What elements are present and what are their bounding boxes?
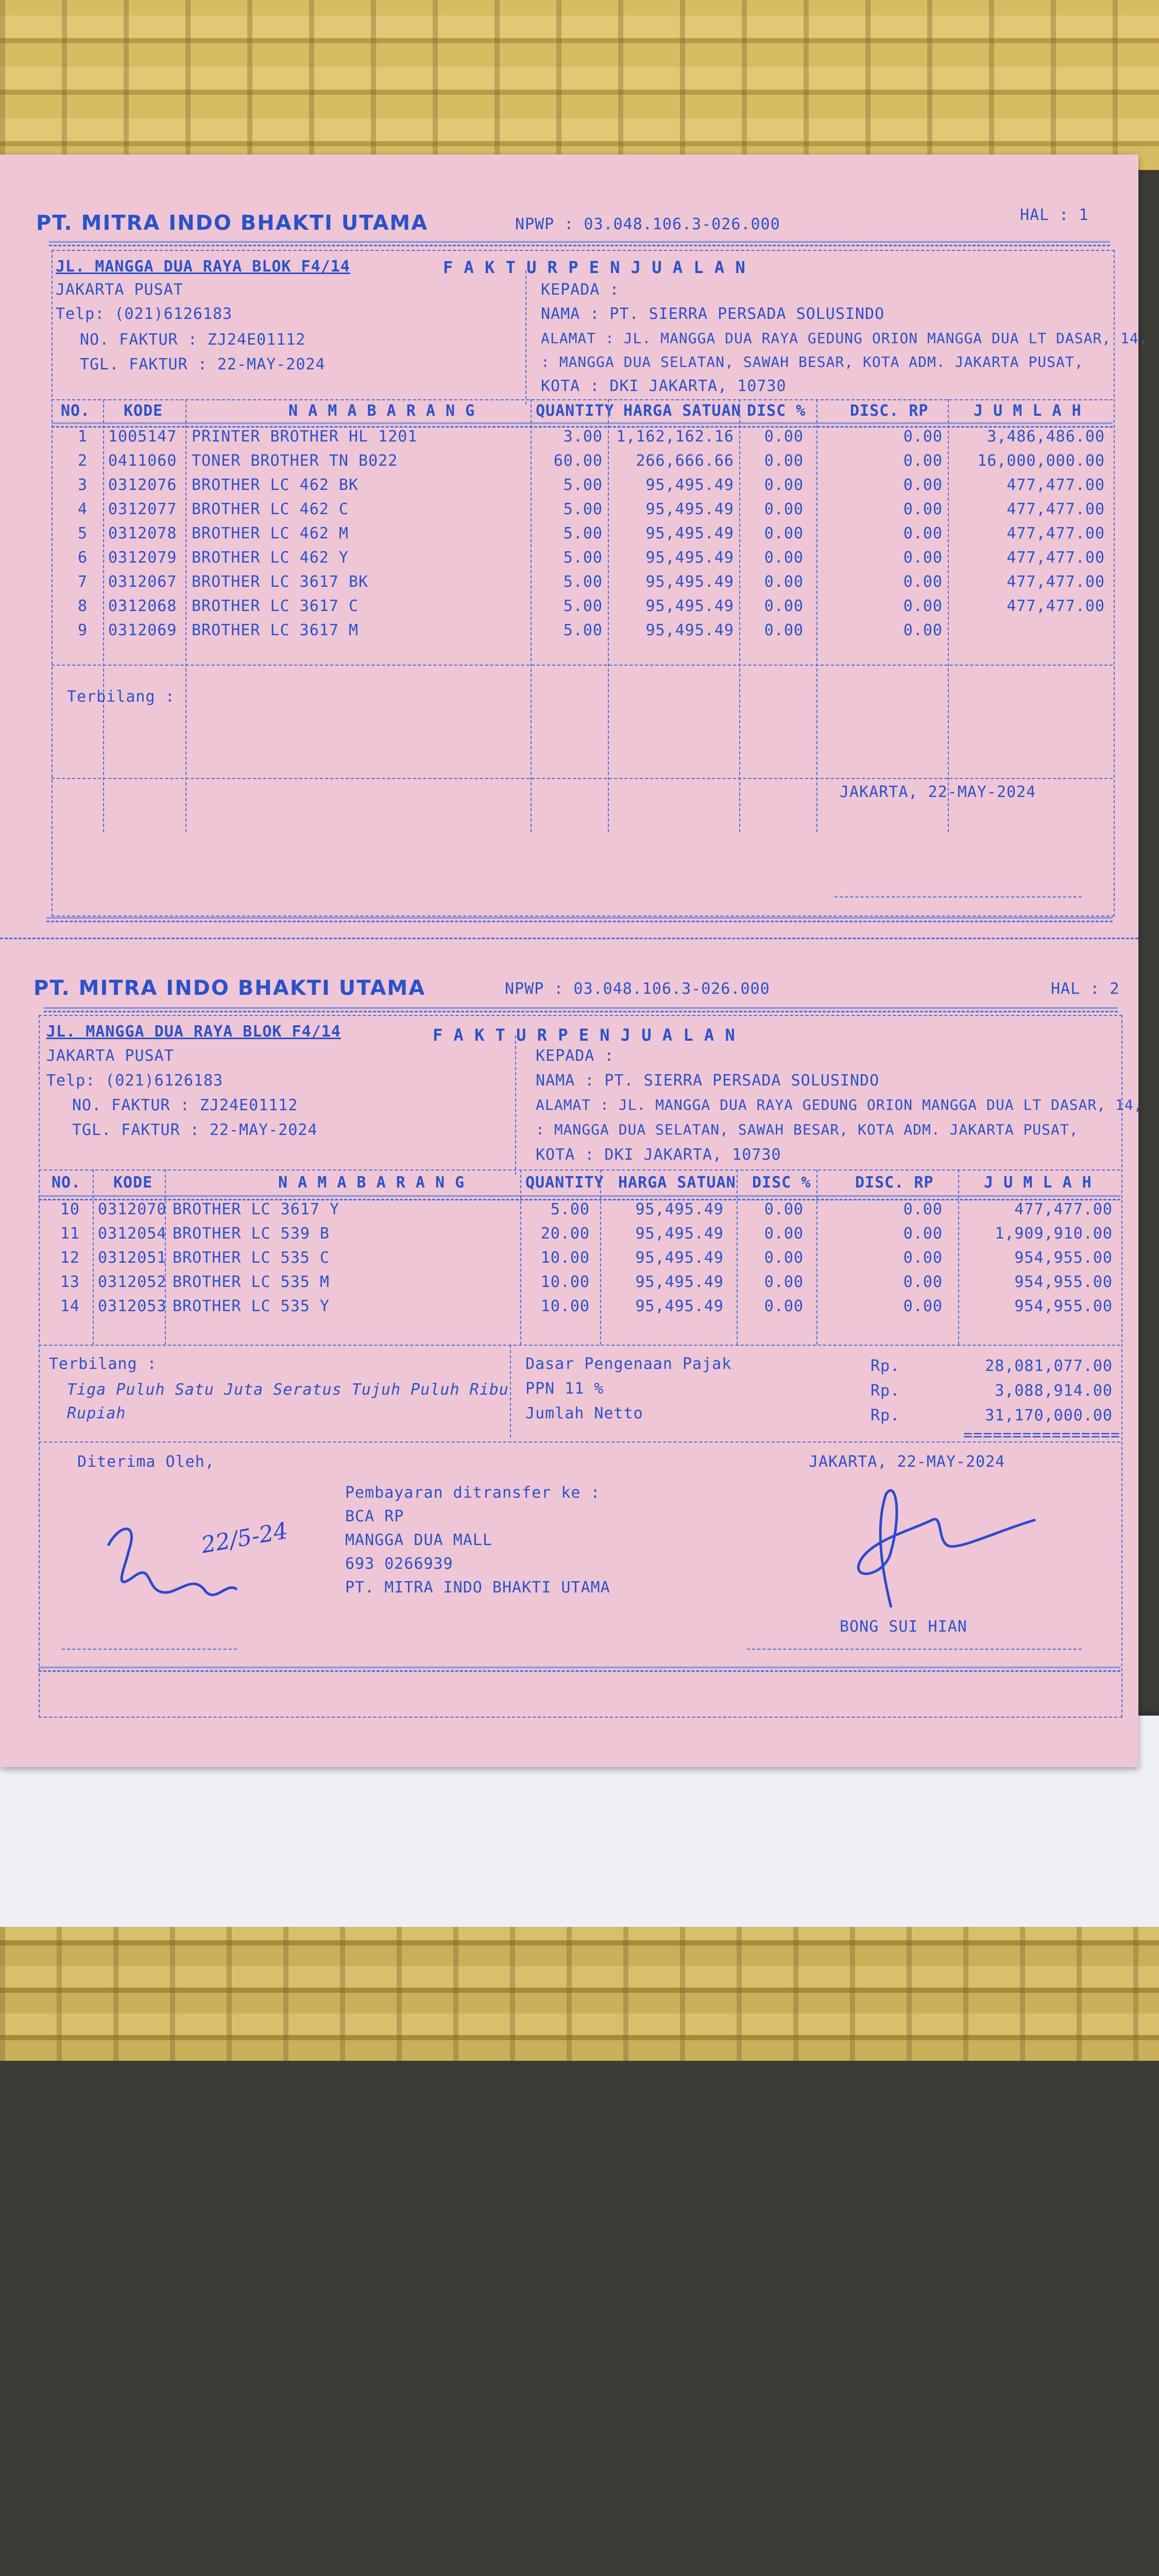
customer-address2: : MANGGA DUA SELATAN, SAWAH BESAR, KOTA ADM. JAKARTA PUSAT, [541, 353, 1084, 370]
item-disc-pct: 0.00 [764, 452, 804, 470]
company-name: PT. MITRA INDO BHAKTI UTAMA [33, 976, 426, 1000]
item-disc-pct: 0.00 [764, 1273, 804, 1291]
customer-address1: ALAMAT : JL. MANGGA DUA RAYA GEDUNG ORION MANGGA DUA LT DASAR, 14, [541, 330, 1148, 347]
totals-underline: ================ [963, 1426, 1120, 1444]
item-qty: 5.00 [563, 621, 603, 639]
item-disc-rp: 0.00 [903, 1297, 943, 1315]
rp-label: Rp. [871, 1357, 900, 1375]
item-unit-price: 95,495.49 [635, 1200, 724, 1218]
item-code: 0312067 [108, 573, 177, 591]
item-disc-pct: 0.00 [764, 573, 804, 591]
item-disc-rp: 0.00 [903, 597, 943, 615]
col-divider [608, 399, 609, 832]
col-harga: HARGA SATUAN [618, 1174, 736, 1192]
item-disc-pct: 0.00 [764, 524, 804, 543]
dpp-value: 28,081,077.00 [985, 1357, 1113, 1375]
payment-line-4: 693 0266939 [345, 1555, 453, 1573]
payment-line-1: Pembayaran ditransfer ke : [345, 1484, 601, 1502]
payment-line-2: BCA RP [345, 1507, 404, 1526]
diterima-oleh: Diterima Oleh, [77, 1453, 215, 1471]
item-disc-rp: 0.00 [903, 549, 943, 567]
item-qty: 5.00 [563, 476, 603, 494]
col-divider [93, 1170, 94, 1345]
invoice-date: TGL. FAKTUR : 22-MAY-2024 [72, 1121, 318, 1139]
item-unit-price: 266,666.66 [636, 452, 734, 470]
item-code: 0312054 [98, 1225, 167, 1243]
page1-bottom-rule [46, 917, 1113, 922]
item-amount: 477,477.00 [1007, 524, 1105, 543]
item-amount: 477,477.00 [1007, 500, 1105, 518]
item-qty: 10.00 [540, 1249, 590, 1267]
table-top-rule [52, 399, 1113, 400]
terbilang-text-1: Tiga Puluh Satu Juta Seratus Tujuh Puluh Ribu [67, 1381, 509, 1399]
item-name: BROTHER LC 3617 Y [173, 1200, 340, 1218]
seller-signature [829, 1473, 1046, 1618]
item-disc-rp: 0.00 [903, 621, 943, 639]
doc-title: F A K T U R P E N J U A L A N [433, 1025, 736, 1045]
item-disc-rp: 0.00 [903, 428, 943, 446]
item-code: 0312077 [108, 500, 177, 518]
page-number: HAL : 2 [1051, 980, 1120, 998]
ppn-value: 3,088,914.00 [995, 1382, 1113, 1400]
receiver-date-handwritten: 22/5-24 [199, 1517, 290, 1559]
item-disc-pct: 0.00 [764, 549, 804, 567]
item-code: 0312051 [98, 1249, 167, 1267]
item-disc-pct: 0.00 [764, 1249, 804, 1267]
page-separator [0, 938, 1138, 939]
header-rule [49, 241, 1110, 246]
item-disc-rp: 0.00 [903, 524, 943, 543]
customer-address1: ALAMAT : JL. MANGGA DUA RAYA GEDUNG ORION MANGGA DUA LT DASAR, 14, [536, 1096, 1143, 1113]
item-unit-price: 95,495.49 [645, 621, 734, 639]
item-code: 1005147 [108, 428, 177, 446]
col-divider [948, 399, 949, 832]
col-qty: QUANTITY [525, 1174, 604, 1192]
wicker-background-top [0, 0, 1159, 170]
col-no: NO. [52, 1174, 81, 1192]
company-phone: Telp: (021)6126183 [46, 1072, 224, 1090]
table-header-rule [52, 422, 1113, 428]
item-name: BROTHER LC 3617 C [192, 597, 359, 615]
col-nama: N A M A B A R A N G [288, 402, 475, 420]
item-name: BROTHER LC 539 B [173, 1225, 330, 1243]
invoice-number: NO. FAKTUR : ZJ24E01112 [80, 331, 306, 349]
company-address2: JAKARTA PUSAT [56, 281, 183, 299]
header-rule [44, 1007, 1118, 1012]
item-no: 9 [77, 621, 88, 639]
company-name: PT. MITRA INDO BHAKTI UTAMA [36, 211, 429, 235]
kepada: KEPADA : [536, 1047, 615, 1065]
netto-label: Jumlah Netto [525, 1404, 643, 1422]
col-divider [739, 399, 740, 832]
item-amount: 477,477.00 [1014, 1200, 1113, 1218]
header-divider [525, 270, 526, 404]
item-no: 7 [77, 573, 88, 591]
invoice-date: TGL. FAKTUR : 22-MAY-2024 [80, 355, 326, 374]
item-no: 5 [77, 524, 88, 543]
item-unit-price: 95,495.49 [635, 1249, 724, 1267]
col-kode: KODE [124, 402, 163, 420]
col-harga: HARGA SATUAN [623, 402, 741, 420]
item-code: 0312079 [108, 549, 177, 567]
item-code: 0312069 [108, 621, 177, 639]
item-qty: 3.00 [563, 428, 603, 446]
item-code: 0312068 [108, 597, 177, 615]
item-qty: 5.00 [563, 524, 603, 543]
col-disc-pct: DISC % [752, 1174, 811, 1192]
item-qty: 60.00 [553, 452, 603, 470]
item-disc-rp: 0.00 [903, 500, 943, 518]
item-unit-price: 95,495.49 [645, 524, 734, 543]
item-unit-price: 95,495.49 [635, 1273, 724, 1291]
item-code: 0411060 [108, 452, 177, 470]
payment-line-5: PT. MITRA INDO BHAKTI UTAMA [345, 1579, 610, 1597]
item-unit-price: 95,495.49 [645, 597, 734, 615]
col-disc-rp: DISC. RP [850, 402, 929, 420]
item-name: BROTHER LC 535 Y [173, 1297, 330, 1315]
item-amount: 3,486,486.00 [987, 428, 1105, 446]
item-amount: 477,477.00 [1007, 597, 1105, 615]
item-disc-rp: 0.00 [903, 476, 943, 494]
item-name: PRINTER BROTHER HL 1201 [192, 428, 418, 446]
item-name: TONER BROTHER TN B022 [192, 452, 398, 470]
item-disc-rp: 0.00 [903, 1200, 943, 1218]
item-name: BROTHER LC 535 C [173, 1249, 330, 1267]
item-qty: 10.00 [540, 1297, 590, 1315]
item-disc-rp: 0.00 [903, 1249, 943, 1267]
col-divider [531, 399, 532, 832]
item-no: 3 [77, 476, 88, 494]
col-kode: KODE [113, 1174, 153, 1192]
col-jumlah: J U M L A H [984, 1174, 1092, 1192]
item-amount: 16,000,000.00 [977, 452, 1105, 470]
item-name: BROTHER LC 3617 BK [192, 573, 369, 591]
col-jumlah: J U M L A H [974, 402, 1082, 420]
company-address1: JL. MANGGA DUA RAYA BLOK F4/14 [56, 258, 350, 276]
item-qty: 5.00 [563, 500, 603, 518]
rp-label: Rp. [871, 1406, 900, 1425]
item-amount: 477,477.00 [1007, 476, 1105, 494]
item-qty: 10.00 [540, 1273, 590, 1291]
col-divider [520, 1170, 521, 1345]
npwp: NPWP : 03.048.106.3-026.000 [515, 215, 780, 233]
item-name: BROTHER LC 462 M [192, 524, 349, 543]
item-qty: 5.00 [563, 549, 603, 567]
item-amount: 954,955.00 [1014, 1273, 1113, 1291]
item-no: 2 [77, 452, 88, 470]
terbilang-label: Terbilang : [67, 688, 175, 706]
signature-line [834, 896, 1082, 897]
invoice-sheet [0, 155, 1148, 1767]
terbilang-rule [52, 778, 1113, 779]
item-no: 1 [77, 428, 88, 446]
invoice-page-1 [0, 185, 1148, 938]
item-unit-price: 95,495.49 [645, 573, 734, 591]
terbilang-text-2: Rupiah [67, 1404, 126, 1422]
payment-line-3: MANGGA DUA MALL [345, 1531, 492, 1549]
item-qty: 20.00 [540, 1225, 590, 1243]
item-qty: 5.00 [563, 573, 603, 591]
item-name: BROTHER LC 535 M [173, 1273, 330, 1291]
receiver-signature-line [62, 1649, 237, 1650]
item-qty: 5.00 [563, 597, 603, 615]
item-disc-rp: 0.00 [903, 452, 943, 470]
item-unit-price: 1,162,162.16 [616, 428, 734, 446]
item-disc-pct: 0.00 [764, 476, 804, 494]
item-disc-pct: 0.00 [764, 597, 804, 615]
item-disc-pct: 0.00 [764, 500, 804, 518]
item-amount: 954,955.00 [1014, 1297, 1113, 1315]
item-disc-rp: 0.00 [903, 573, 943, 591]
col-divider [103, 399, 104, 832]
header-divider [515, 1036, 516, 1175]
wicker-background-bottom [0, 1927, 1159, 2061]
col-divider [816, 399, 817, 832]
item-disc-rp: 0.00 [903, 1225, 943, 1243]
place-date: JAKARTA, 22-MAY-2024 [840, 783, 1036, 801]
doc-title: F A K T U R P E N J U A L A N [443, 258, 746, 277]
item-amount: 477,477.00 [1007, 549, 1105, 567]
item-no: 10 [60, 1200, 80, 1218]
seller-signature-line [747, 1649, 1082, 1650]
item-disc-rp: 0.00 [903, 1273, 943, 1291]
customer-city: KOTA : DKI JAKARTA, 10730 [536, 1146, 781, 1164]
item-amount: 1,909,910.00 [995, 1225, 1113, 1243]
col-divider [185, 399, 186, 832]
item-disc-pct: 0.00 [764, 428, 804, 446]
item-name: BROTHER LC 462 Y [192, 549, 349, 567]
item-qty: 5.00 [550, 1200, 590, 1218]
ppn-label: PPN 11 % [525, 1380, 604, 1398]
customer-city: KOTA : DKI JAKARTA, 10730 [541, 377, 787, 395]
item-code: 0312053 [98, 1297, 167, 1315]
customer-name: NAMA : PT. SIERRA PERSADA SOLUSINDO [536, 1072, 880, 1090]
item-name: BROTHER LC 3617 M [192, 621, 359, 639]
table-bottom-rule [39, 1345, 1120, 1346]
place-date: JAKARTA, 22-MAY-2024 [809, 1453, 1005, 1471]
item-unit-price: 95,495.49 [635, 1225, 724, 1243]
company-phone: Telp: (021)6126183 [56, 305, 233, 323]
company-address1: JL. MANGGA DUA RAYA BLOK F4/14 [46, 1023, 341, 1041]
col-no: NO. [61, 402, 91, 420]
netto-value: 31,170,000.00 [985, 1406, 1113, 1425]
item-no: 12 [60, 1249, 80, 1267]
item-code: 0312076 [108, 476, 177, 494]
page-number: HAL : 1 [1020, 206, 1089, 224]
terbilang-label: Terbilang : [49, 1355, 157, 1373]
item-no: 8 [77, 597, 88, 615]
receiver-signature [98, 1515, 314, 1618]
npwp: NPWP : 03.048.106.3-026.000 [505, 980, 770, 998]
item-no: 14 [60, 1297, 80, 1315]
kepada: KEPADA : [541, 281, 620, 299]
dpp-label: Dasar Pengenaan Pajak [525, 1355, 732, 1373]
totals-divider [510, 1345, 511, 1437]
item-unit-price: 95,495.49 [645, 549, 734, 567]
col-qty: QUANTITY [536, 402, 615, 420]
col-divider [816, 1170, 817, 1345]
col-disc-rp: DISC. RP [855, 1174, 934, 1192]
col-disc-pct: DISC % [747, 402, 806, 420]
item-unit-price: 95,495.49 [635, 1297, 724, 1315]
company-address2: JAKARTA PUSAT [46, 1047, 174, 1065]
item-disc-pct: 0.00 [764, 1225, 804, 1243]
item-code: 0312078 [108, 524, 177, 543]
item-name: BROTHER LC 462 BK [192, 476, 359, 494]
customer-address2: : MANGGA DUA SELATAN, SAWAH BESAR, KOTA ADM. JAKARTA PUSAT, [536, 1121, 1079, 1138]
item-no: 13 [60, 1273, 80, 1291]
rp-label: Rp. [871, 1382, 900, 1400]
col-nama: N A M A B A R A N G [278, 1174, 465, 1192]
table-bottom-rule [52, 665, 1113, 666]
item-no: 11 [60, 1225, 80, 1243]
item-disc-pct: 0.00 [764, 621, 804, 639]
totals-rule [39, 1442, 1120, 1443]
item-code: 0312070 [98, 1200, 167, 1218]
invoice-number: NO. FAKTUR : ZJ24E01112 [72, 1096, 298, 1114]
item-amount: 477,477.00 [1007, 573, 1105, 591]
item-disc-pct: 0.00 [764, 1297, 804, 1315]
col-divider [737, 1170, 738, 1345]
invoice-page-2 [0, 953, 1143, 1726]
page2-bottom-rule [39, 1667, 1120, 1672]
item-amount: 954,955.00 [1014, 1249, 1113, 1267]
item-unit-price: 95,495.49 [645, 476, 734, 494]
item-no: 4 [77, 500, 88, 518]
item-name: BROTHER LC 462 C [192, 500, 349, 518]
item-no: 6 [77, 549, 88, 567]
item-unit-price: 95,495.49 [645, 500, 734, 518]
signer-name: BONG SUI HIAN [840, 1618, 967, 1636]
item-code: 0312052 [98, 1273, 167, 1291]
item-disc-pct: 0.00 [764, 1200, 804, 1218]
customer-name: NAMA : PT. SIERRA PERSADA SOLUSINDO [541, 305, 885, 323]
